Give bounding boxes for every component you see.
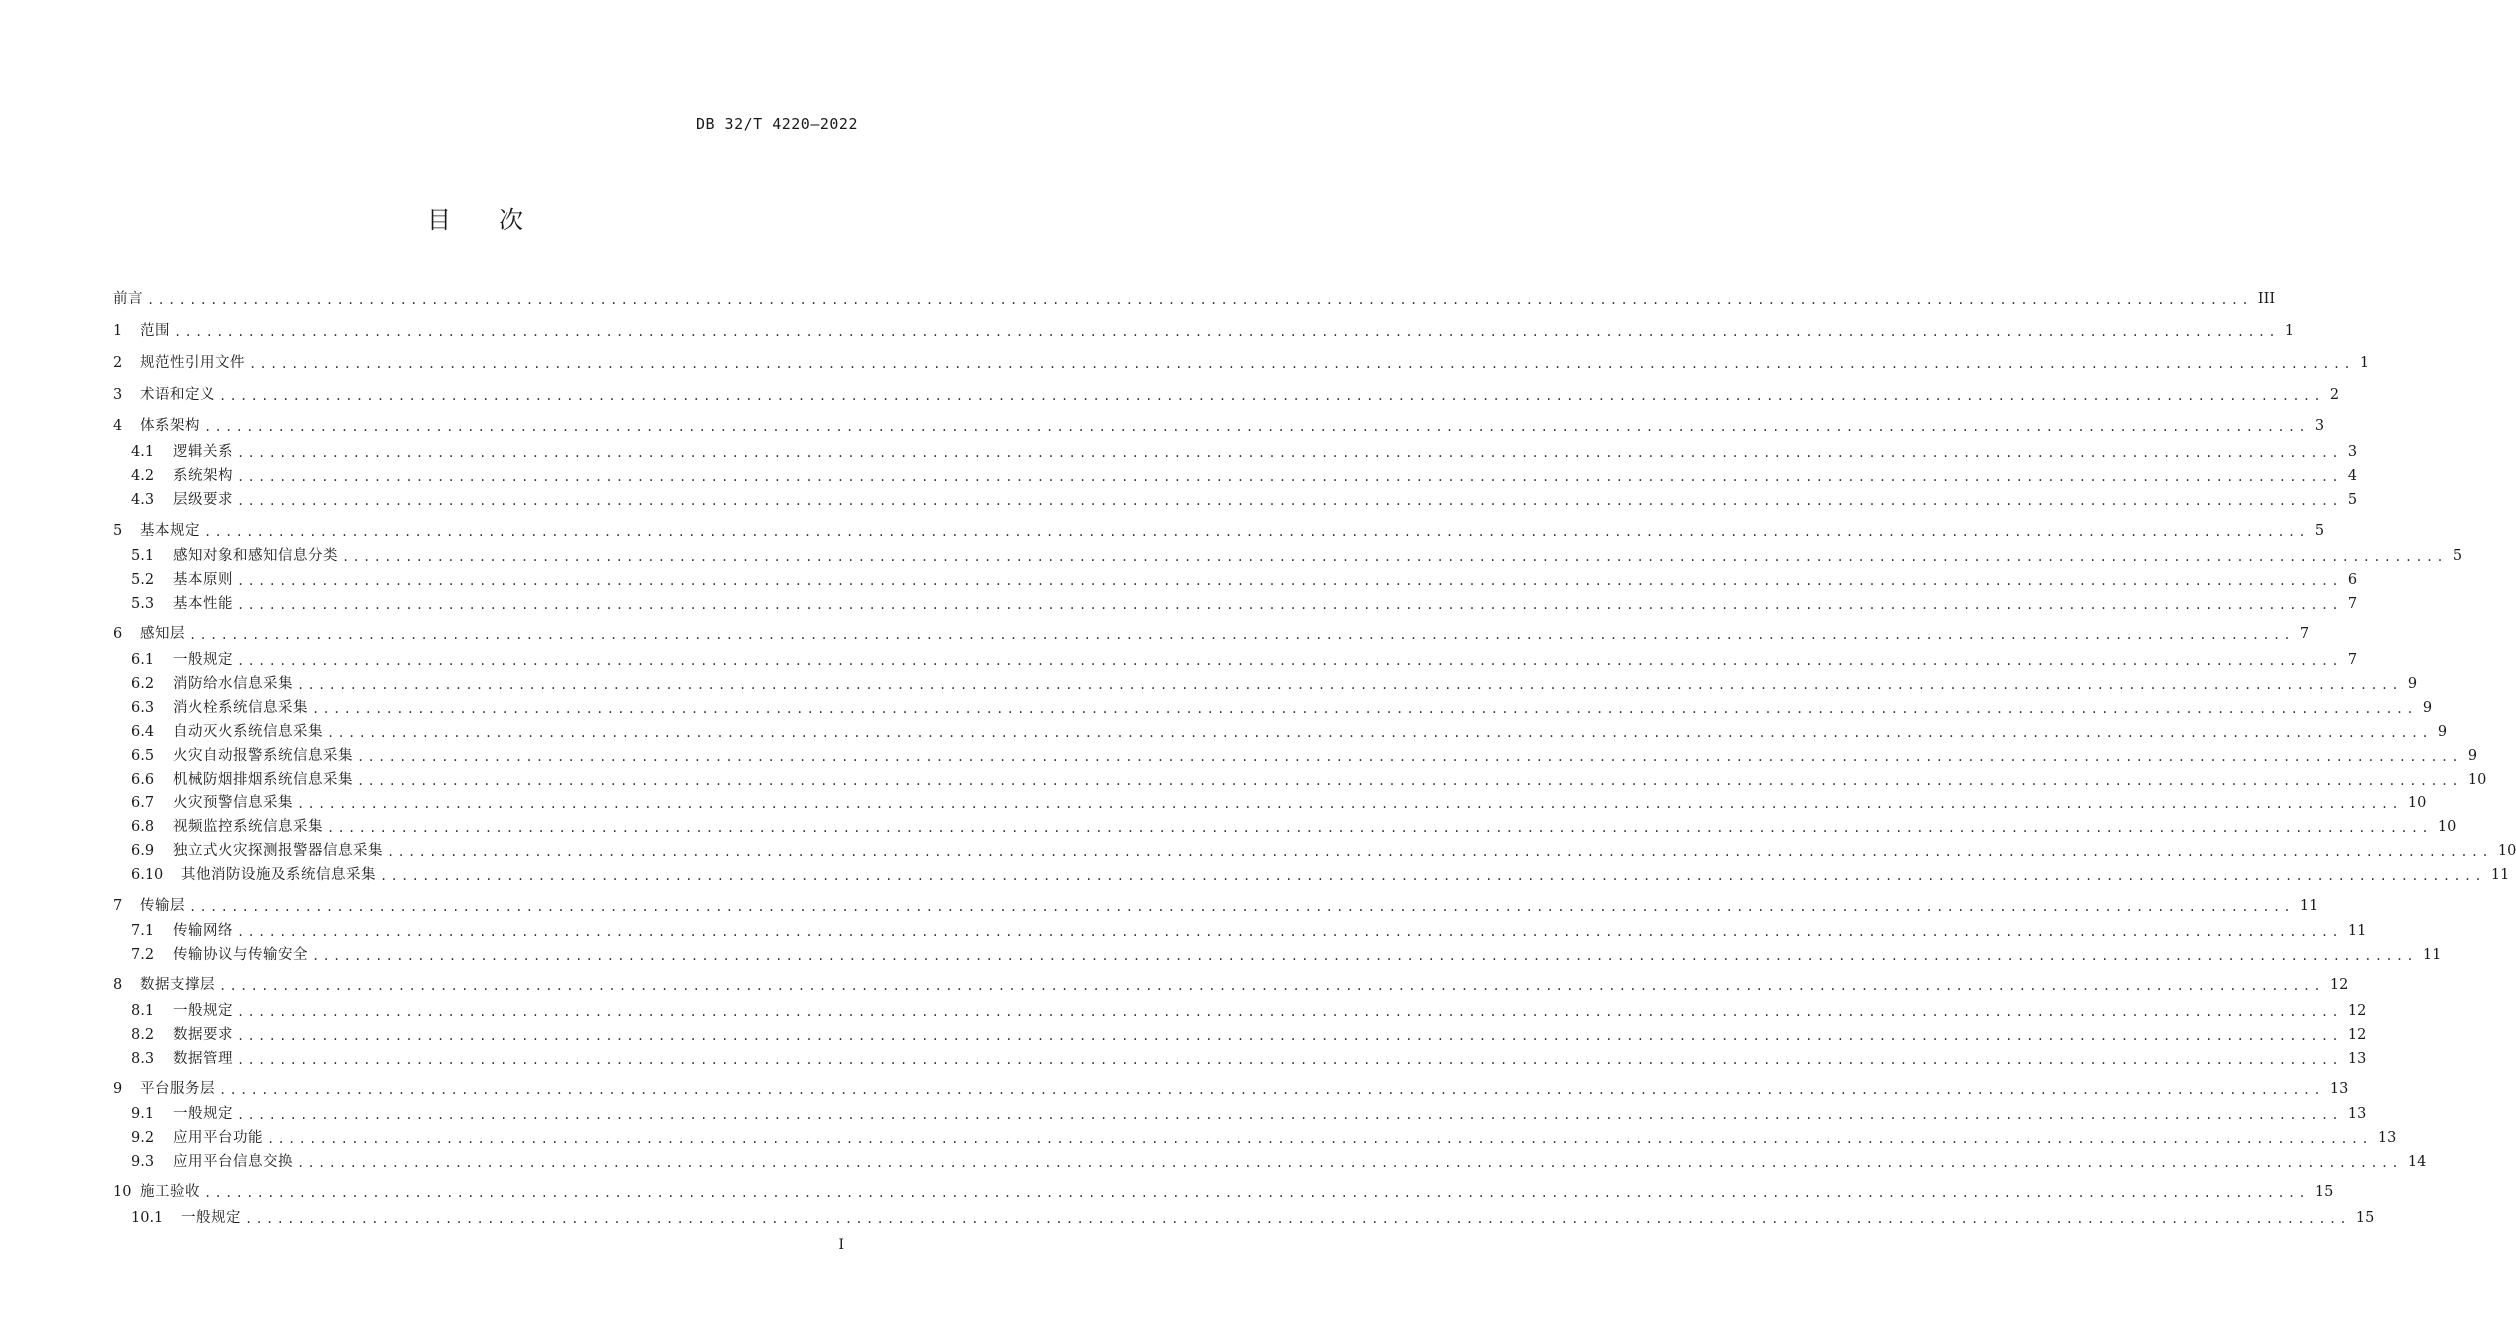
toc-page-number: III [2257,291,2276,307]
toc-number: 2 [113,355,123,371]
toc-entry-7-1[interactable] [131,921,2367,941]
toc-label: 平台服务层 [140,1081,215,1097]
toc-leader-dots: ........................................................................................................................................................................................................ [219,389,2324,403]
toc-leader-dots: ........................................................................................................................................................................................................ [219,979,2324,993]
toc-entry-7-2[interactable] [131,945,2442,965]
toc-number: 5.2 [131,572,155,588]
toc-page-number: 9 [2407,676,2418,692]
toc-label: 一般规定 [173,1003,233,1019]
toc-label: 应用平台功能 [173,1130,263,1146]
toc-label: 一般规定 [181,1210,241,1226]
toc-leader-dots: ........................................................................................................................................................................................................ [237,494,2342,508]
toc-page-number: 12 [2347,1003,2367,1019]
toc-leader-dots: ........................................................................................................................................................................................................ [237,574,2342,588]
toc-page-number: 3 [2347,444,2358,460]
toc-leader-dots: ........................................................................................................................................................................................................ [219,1083,2324,1097]
toc-number: 1 [113,323,123,339]
toc-number: 9.2 [131,1130,155,1146]
toc-page-number: 13 [2377,1130,2397,1146]
toc-number: 5.3 [131,596,155,612]
toc-leader-dots: ........................................................................................................................................................................................................ [357,750,2462,764]
toc-number: 8 [113,977,123,993]
toc-entry-6[interactable] [113,624,2310,644]
toc-leader-dots: ........................................................................................................................................................................................................ [237,598,2342,612]
toc-entry-6-7[interactable] [131,793,2427,813]
toc-label: 数据管理 [173,1051,233,1067]
toc-entry-6-6[interactable] [131,770,2487,790]
toc-page-number: 7 [2347,652,2358,668]
toc-page-number: 9 [2467,748,2478,764]
toc-leader-dots: ........................................................................................................................................................................................................ [245,1212,2350,1226]
page-title: 目次 [427,206,571,234]
toc-label: 独立式火灾探测报警器信息采集 [173,843,383,859]
toc-leader-dots: ........................................................................................................................................................................................................ [342,550,2447,564]
toc-label: 视频监控系统信息采集 [173,819,323,835]
toc-number: 10.1 [131,1210,164,1226]
toc-number: 5.1 [131,548,155,564]
toc-entry-foreword[interactable] [113,289,2276,309]
toc-leader-dots: ........................................................................................................................................................................................................ [312,702,2417,716]
toc-number: 7.2 [131,947,155,963]
toc-leader-dots: ........................................................................................................................................................................................................ [237,1053,2342,1067]
toc-label: 层级要求 [173,492,233,508]
toc-page-number: 9 [2437,724,2448,740]
toc-entry-3[interactable] [113,385,2340,405]
toc-page-number: 10 [2467,772,2487,788]
toc-label: 施工验收 [140,1184,200,1200]
toc-page-number: 10 [2437,819,2457,835]
toc-leader-dots: ........................................................................................................................................................................................................ [249,357,2354,371]
toc-leader-dots: ........................................................................................................................................................................................................ [380,869,2485,883]
toc-page-number: 1 [2359,355,2370,371]
toc-page-number: 11 [2490,867,2510,883]
toc-leader-dots: ........................................................................................................................................................................................................ [237,925,2342,939]
toc-leader-dots: ........................................................................................................................................................................................................ [237,446,2342,460]
toc-leader-dots: ........................................................................................................................................................................................................ [237,470,2342,484]
toc-label: 范围 [140,323,170,339]
toc-number: 8.2 [131,1027,155,1043]
toc-number: 6.9 [131,843,155,859]
toc-leader-dots: ........................................................................................................................................................................................................ [174,325,2279,339]
toc-entry-8-1[interactable] [131,1001,2367,1021]
toc-entry-5[interactable] [113,521,2325,541]
toc-entry-4-3[interactable] [131,490,2358,510]
toc-number: 3 [113,387,123,403]
toc-entry-1[interactable] [113,321,2295,341]
toc-page-number: 5 [2314,523,2325,539]
toc-entry-9-3[interactable] [131,1152,2427,1172]
toc-label: 火灾自动报警系统信息采集 [173,748,353,764]
toc-entry-8[interactable] [113,975,2349,995]
toc-page-number: 12 [2347,1027,2367,1043]
toc-entry-6-5[interactable] [131,746,2478,766]
toc-label: 火灾预警信息采集 [173,795,293,811]
toc-label: 传输协议与传输安全 [173,947,308,963]
toc-label: 系统架构 [173,468,233,484]
toc-leader-dots: ........................................................................................................................................................................................................ [357,774,2462,788]
toc-number: 4.1 [131,444,155,460]
toc-leader-dots: ........................................................................................................................................................................................................ [387,845,2492,859]
toc-leader-dots: ........................................................................................................................................................................................................ [267,1132,2372,1146]
toc-label: 消火栓系统信息采集 [173,700,308,716]
standard-code: DB 32/T 4220—2022 [695,115,858,133]
toc-number: 6.6 [131,772,155,788]
toc-number: 6.5 [131,748,155,764]
toc-number: 9 [113,1081,123,1097]
toc-leader-dots: ........................................................................................................................................................................................................ [204,1186,2309,1200]
toc-leader-dots: ........................................................................................................................................................................................................ [312,949,2417,963]
toc-page-number: 10 [2497,843,2516,859]
toc-label: 数据支撑层 [140,977,215,993]
toc-page-number: 11 [2299,898,2319,914]
toc-label: 其他消防设施及系统信息采集 [181,867,376,883]
toc-leader-dots: ........................................................................................................................................................................................................ [297,797,2402,811]
toc-entry-10-1[interactable] [131,1208,2375,1228]
toc-leader-dots: ........................................................................................................................................................................................................ [237,1108,2342,1122]
toc-number: 6.4 [131,724,155,740]
toc-leader-dots: ........................................................................................................................................................................................................ [147,293,2252,307]
toc-page-number: 13 [2347,1106,2367,1122]
toc-number: 6.8 [131,819,155,835]
toc-entry-5-1[interactable] [131,546,2463,566]
toc-entry-6-1[interactable] [131,650,2358,670]
toc-number: 7 [113,898,123,914]
toc-entry-9-1[interactable] [131,1104,2367,1124]
toc-leader-dots: ........................................................................................................................................................................................................ [237,654,2342,668]
toc-label: 感知层 [140,626,185,642]
toc-page-number: 7 [2347,596,2358,612]
toc-leader-dots: ........................................................................................................................................................................................................ [297,678,2402,692]
toc-label: 机械防烟排烟系统信息采集 [173,772,353,788]
toc-number: 8.1 [131,1003,155,1019]
toc-page-number: 11 [2422,947,2442,963]
toc-label: 前言 [113,291,143,307]
toc-page-number: 13 [2347,1051,2367,1067]
toc-page-number: 12 [2329,977,2349,993]
toc-number: 6.1 [131,652,155,668]
toc-page-number: 4 [2347,468,2358,484]
toc-number: 6.10 [131,867,164,883]
toc-label: 规范性引用文件 [140,355,245,371]
toc-label: 一般规定 [173,652,233,668]
toc-leader-dots: ........................................................................................................................................................................................................ [237,1005,2342,1019]
toc-label: 逻辑关系 [173,444,233,460]
toc-leader-dots: ........................................................................................................................................................................................................ [297,1156,2402,1170]
toc-entry-2[interactable] [113,353,2370,373]
toc-page-number: 7 [2299,626,2310,642]
toc-leader-dots: ........................................................................................................................................................................................................ [204,420,2309,434]
toc-entry-5-2[interactable] [131,570,2358,590]
toc-number: 9.1 [131,1106,155,1122]
toc-entry-6-9[interactable] [131,841,2516,861]
toc-number: 6.3 [131,700,155,716]
toc-page-number: 5 [2347,492,2358,508]
toc-entry-6-10[interactable] [131,865,2510,885]
toc-page-number: 10 [2407,795,2427,811]
toc-number: 7.1 [131,923,155,939]
toc-entry-9[interactable] [113,1079,2349,1099]
toc-leader-dots: ........................................................................................................................................................................................................ [327,726,2432,740]
toc-entry-4[interactable] [113,416,2325,436]
toc-entry-4-1[interactable] [131,442,2358,462]
toc-entry-6-8[interactable] [131,817,2457,837]
toc-entry-9-2[interactable] [131,1128,2397,1148]
toc-label: 自动灭火系统信息采集 [173,724,323,740]
toc-entry-6-3[interactable] [131,698,2433,718]
toc-leader-dots: ........................................................................................................................................................................................................ [189,628,2294,642]
toc-number: 10 [113,1184,132,1200]
toc-page-number: 14 [2407,1154,2427,1170]
toc-number: 6.7 [131,795,155,811]
toc-entry-6-4[interactable] [131,722,2448,742]
toc-number: 4.3 [131,492,155,508]
toc-page-number: 15 [2355,1210,2375,1226]
toc-label: 术语和定义 [140,387,215,403]
toc-leader-dots: ........................................................................................................................................................................................................ [189,900,2294,914]
toc-number: 9.3 [131,1154,155,1170]
toc-label: 基本原则 [173,572,233,588]
toc-page-number: 1 [2284,323,2295,339]
toc-label: 消防给水信息采集 [173,676,293,692]
toc-label: 应用平台信息交换 [173,1154,293,1170]
toc-leader-dots: ........................................................................................................................................................................................................ [237,1029,2342,1043]
toc-number: 8.3 [131,1051,155,1067]
toc-page-number: 6 [2347,572,2358,588]
toc-page-number: 11 [2347,923,2367,939]
toc-page-number: 15 [2314,1184,2334,1200]
toc-page-number: 9 [2422,700,2433,716]
toc-entry-5-3[interactable] [131,594,2358,614]
toc-label: 一般规定 [173,1106,233,1122]
toc-label: 传输网络 [173,923,233,939]
toc-label: 传输层 [140,898,185,914]
toc-leader-dots: ........................................................................................................................................................................................................ [327,821,2432,835]
toc-number: 6.2 [131,676,155,692]
toc-page-number: 2 [2329,387,2340,403]
toc-entry-8-3[interactable] [131,1049,2367,1069]
toc-entry-7[interactable] [113,896,2319,916]
toc-number: 6 [113,626,123,642]
toc-page-number: 3 [2314,418,2325,434]
toc-label: 基本性能 [173,596,233,612]
toc-label: 数据要求 [173,1027,233,1043]
toc-label: 基本规定 [140,523,200,539]
toc-label: 体系架构 [140,418,200,434]
toc-page-number: 13 [2329,1081,2349,1097]
toc-entry-6-2[interactable] [131,674,2418,694]
page-number: I [838,1237,844,1253]
toc-page-number: 5 [2452,548,2463,564]
toc-label: 感知对象和感知信息分类 [173,548,338,564]
toc-entry-8-2[interactable] [131,1025,2367,1045]
toc-entry-10[interactable] [113,1182,2334,1202]
toc-number: 4 [113,418,123,434]
toc-number: 4.2 [131,468,155,484]
toc-entry-4-2[interactable] [131,466,2358,486]
toc-number: 5 [113,523,123,539]
toc-leader-dots: ........................................................................................................................................................................................................ [204,525,2309,539]
